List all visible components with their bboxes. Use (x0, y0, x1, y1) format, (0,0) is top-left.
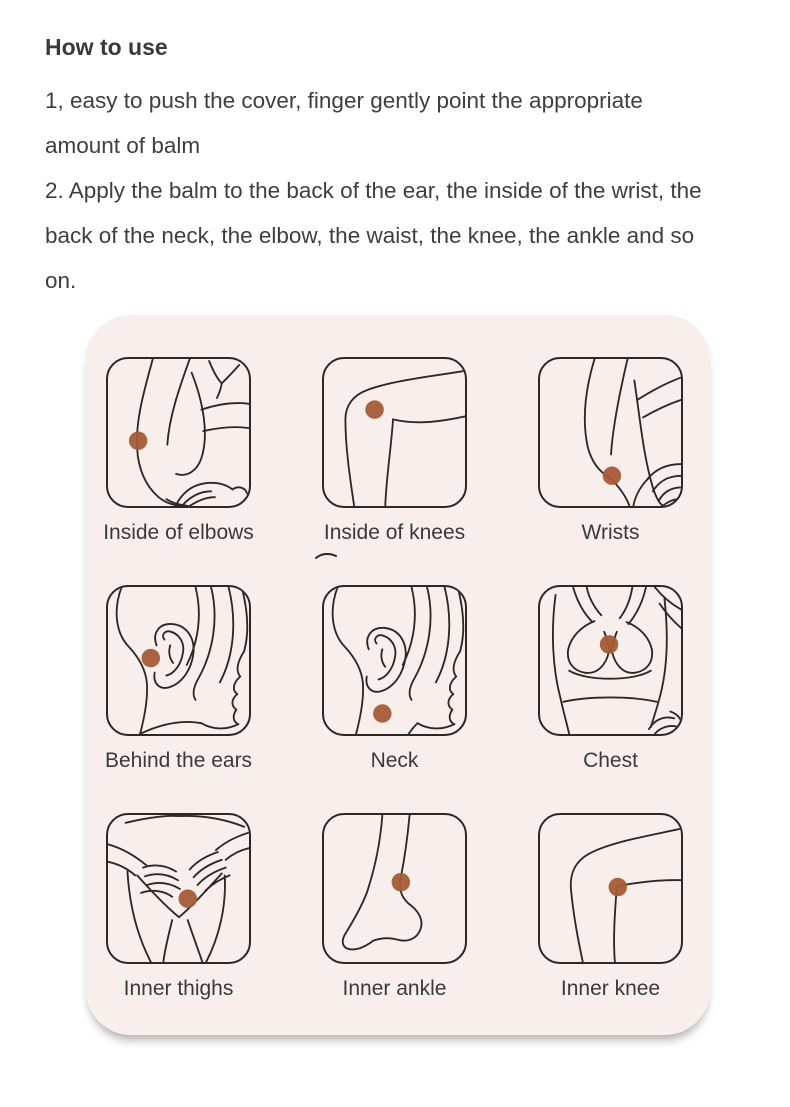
spot-cell-behind-ears (106, 585, 251, 782)
spot-cell-inside-knees (322, 357, 467, 554)
spot-label: Inner thighs (123, 977, 234, 1000)
stray-mark (314, 551, 338, 561)
application-dot (142, 649, 160, 667)
spot-cell-wrists (538, 357, 683, 554)
application-dot (603, 467, 621, 485)
spot-cell-inner-ankle (322, 813, 467, 1010)
instruction-line: amount of balm (45, 133, 201, 158)
application-dot (600, 635, 618, 653)
spot-cell-chest (538, 585, 683, 782)
instruction-line: 1, easy to push the cover, finger gently point the appropriate (45, 88, 643, 113)
application-spots-card (86, 315, 710, 1035)
instruction-line: 2. Apply the balm to the back of the ear, the inside of the wrist, the (45, 178, 702, 203)
spot-label: Behind the ears (104, 749, 253, 772)
spot-cell-inner-thighs (106, 813, 251, 1010)
spot-label: Neck (370, 749, 419, 772)
how-to-use-section (45, 34, 757, 303)
spot-label: Wrists (581, 521, 640, 544)
chest-illustration (538, 585, 683, 736)
application-dot (129, 432, 147, 450)
neck-illustration (322, 585, 467, 736)
inner-knee-illustration (538, 813, 683, 964)
spot-cell-inside-elbows (103, 357, 254, 554)
application-dot (392, 873, 410, 891)
inner-thighs-illustration (106, 813, 251, 964)
section-title: How to use (45, 34, 168, 60)
application-dot (373, 704, 391, 722)
instruction-line: back of the neck, the elbow, the waist, the knee, the ankle and so (45, 223, 695, 248)
application-dot (609, 878, 627, 896)
application-dot (365, 400, 383, 418)
instruction-line: on. (45, 268, 77, 293)
spot-label: Inside of elbows (103, 521, 254, 544)
inside-elbows-illustration (106, 357, 251, 508)
application-dot (179, 889, 197, 907)
spots-grid (103, 357, 683, 1010)
spot-cell-neck (322, 585, 467, 782)
wrists-illustration (538, 357, 683, 508)
spot-label: Chest (583, 749, 638, 772)
spot-label: Inner knee (560, 977, 661, 1000)
inside-knees-illustration (322, 357, 467, 508)
spot-label: Inside of knees (323, 521, 466, 544)
spot-label: Inner ankle (342, 977, 447, 1000)
inner-ankle-illustration (322, 813, 467, 964)
behind-ears-illustration (106, 585, 251, 736)
spot-cell-inner-knee (538, 813, 683, 1010)
